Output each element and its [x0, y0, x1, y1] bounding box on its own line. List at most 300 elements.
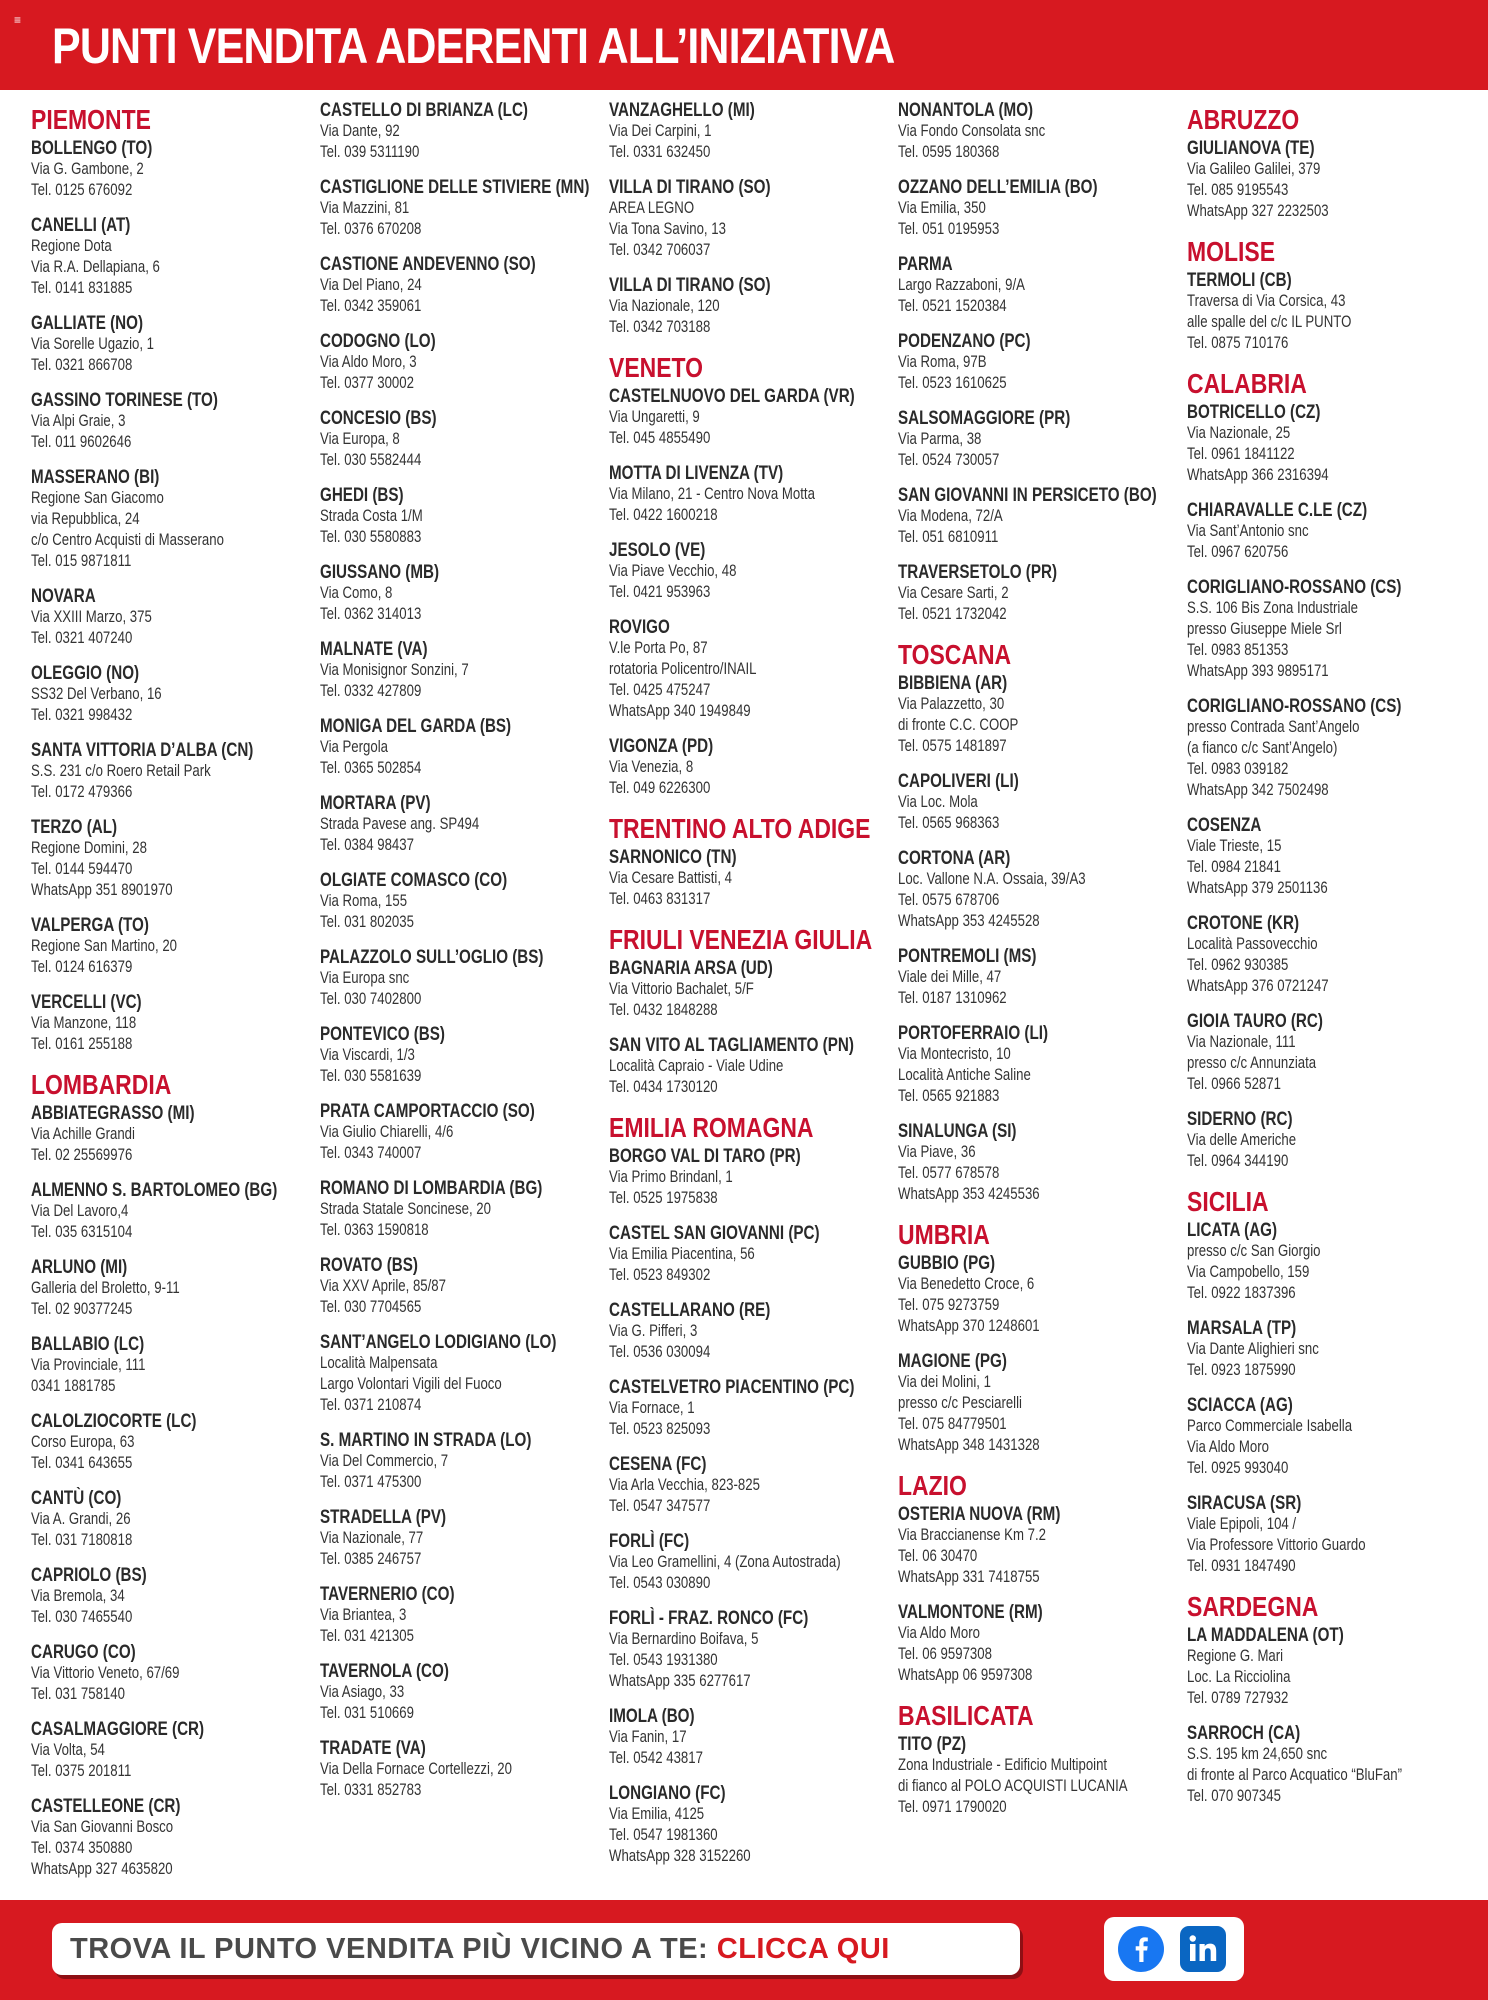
store-entry: [320, 254, 605, 317]
store-detail-line: Tel. 051 0195953: [898, 220, 1000, 238]
store-detail-line: presso Contrada Sant’Angelo: [1187, 718, 1360, 736]
store-name: CODOGNO (LO): [320, 331, 436, 352]
store-detail-line: Località Malpensata: [320, 1354, 438, 1372]
store-detail-line: Tel. 0425 475247: [609, 681, 711, 699]
store-detail-line: Tel. 0341 643655: [31, 1454, 133, 1472]
store-detail-line: Via Viscardi, 1/3: [320, 1046, 415, 1064]
store-column-5: [1187, 100, 1472, 1821]
store-detail-line: Tel. 0187 1310962: [898, 989, 1007, 1007]
store-detail-line: Tel. 075 9273759: [898, 1296, 1000, 1314]
menu-icon: ≡: [14, 13, 22, 27]
region-heading: MOLISE: [1187, 236, 1276, 267]
store-detail-line: Via Galileo Galilei, 379: [1187, 160, 1321, 178]
store-detail-line: Via Emilia, 4125: [609, 1805, 705, 1823]
store-detail-line: Tel. 0371 210874: [320, 1396, 422, 1414]
store-entry: [320, 1101, 605, 1164]
store-name: PORTOFERRAIO (LI): [898, 1023, 1049, 1044]
store-entry: [31, 817, 316, 901]
store-detail-line: Tel. 0964 344190: [1187, 1152, 1289, 1170]
store-detail-line: Tel. 075 84779501: [898, 1415, 1007, 1433]
store-entry: [609, 177, 894, 261]
store-entry: [320, 1507, 605, 1570]
store-entry: [1187, 1493, 1472, 1577]
store-name: PODENZANO (PC): [898, 331, 1031, 352]
store-entry: [320, 1024, 605, 1087]
store-detail-line: Via A. Grandi, 26: [31, 1510, 131, 1528]
store-name: CASTELNUOVO DEL GARDA (VR): [609, 386, 855, 407]
store-detail-line: Tel. 0362 314013: [320, 605, 422, 623]
store-detail-line: WhatsApp 342 7502498: [1187, 781, 1329, 799]
store-detail-line: Via Fondo Consolata snc: [898, 122, 1046, 140]
store-name: S. MARTINO IN STRADA (LO): [320, 1430, 532, 1451]
store-detail-line: presso c/c San Giorgio: [1187, 1242, 1321, 1260]
store-detail-line: Tel. 0377 30002: [320, 374, 414, 392]
footer-banner: [0, 1900, 1488, 2000]
store-detail-line: presso c/c Annunziata: [1187, 1054, 1317, 1072]
store-name: MALNATE (VA): [320, 639, 428, 660]
store-entry: [898, 100, 1183, 163]
store-detail-line: rotatoria Policentro/INAIL: [609, 660, 757, 678]
store-detail-line: presso c/c Pesciarelli: [898, 1394, 1022, 1412]
store-name: BOLLENGO (TO): [31, 138, 153, 159]
store-entry: [898, 1351, 1183, 1456]
store-name: GHEDI (BS): [320, 485, 404, 506]
store-detail-line: di fronte al Parco Acquatico “BluFan”: [1187, 1766, 1402, 1784]
store-detail-line: Tel. 0547 1981360: [609, 1826, 718, 1844]
store-detail-line: Via Modena, 72/A: [898, 507, 1003, 525]
store-entry: [898, 1602, 1183, 1686]
store-detail-line: Via Dante Alighieri snc: [1187, 1340, 1319, 1358]
store-name: PONTREMOLI (MS): [898, 946, 1037, 967]
store-name: CROTONE (KR): [1187, 913, 1300, 934]
store-detail-line: Tel. 0523 1610625: [898, 374, 1007, 392]
store-name: CORTONA (AR): [898, 848, 1011, 869]
store-entry: [31, 1642, 316, 1705]
store-detail-line: Tel. 0385 246757: [320, 1550, 422, 1568]
store-name: SALSOMAGGIORE (PR): [898, 408, 1071, 429]
store-entry: [1187, 402, 1472, 486]
store-detail-line: Via delle Americhe: [1187, 1131, 1297, 1149]
store-name: MONIGA DEL GARDA (BS): [320, 716, 512, 737]
store-name: CAPRIOLO (BS): [31, 1565, 147, 1586]
store-detail-line: Località Passovecchio: [1187, 935, 1318, 953]
store-entry: [320, 1661, 605, 1724]
store-name: ARLUNO (MI): [31, 1257, 128, 1278]
store-name: CASTIONE ANDEVENNO (SO): [320, 254, 536, 275]
store-name: LA MADDALENA (OT): [1187, 1625, 1344, 1646]
store-detail-line: Via Milano, 21 - Centro Nova Motta: [609, 485, 815, 503]
store-entry: [1187, 1109, 1472, 1172]
store-detail-line: Via Manzone, 118: [31, 1014, 137, 1032]
store-detail-line: Via R.A. Dellapiana, 6: [31, 258, 160, 276]
store-detail-line: Via Fanin, 17: [609, 1728, 687, 1746]
store-detail-line: Tel. 0125 676092: [31, 181, 133, 199]
store-entry: [31, 1411, 316, 1474]
store-detail-line: Via Provinciale, 111: [31, 1356, 146, 1374]
store-detail-line: Tel. 0432 1848288: [609, 1001, 718, 1019]
store-detail-line: Via Achille Grandi: [31, 1125, 135, 1143]
store-name: TRAVERSETOLO (PR): [898, 562, 1058, 583]
store-name: SINALUNGA (SI): [898, 1121, 1017, 1142]
store-detail-line: Tel. 0983 039182: [1187, 760, 1289, 778]
store-detail-line: Viale dei Mille, 47: [898, 968, 1002, 986]
store-entry: [609, 1783, 894, 1867]
store-entry: [1187, 1220, 1472, 1304]
store-detail-line: Tel. 011 9602646: [31, 433, 132, 451]
region-heading: BASILICATA: [898, 1700, 1034, 1731]
store-detail-line: Tel. 0789 727932: [1187, 1689, 1289, 1707]
store-detail-line: Tel. 030 7465540: [31, 1608, 133, 1626]
store-entry: [898, 1121, 1183, 1205]
store-entry: [31, 1180, 316, 1243]
store-detail-line: WhatsApp 327 2232503: [1187, 202, 1329, 220]
store-detail-line: Via Monisignor Sonzini, 7: [320, 661, 469, 679]
store-detail-line: Tel. 0331 852783: [320, 1781, 422, 1799]
store-detail-line: Tel. 085 9195543: [1187, 181, 1289, 199]
store-entry: [320, 1332, 605, 1416]
store-detail-line: Tel. 039 5311190: [320, 143, 420, 161]
store-detail-line: Via Emilia Piacentina, 56: [609, 1245, 755, 1263]
store-name: CASTELLARANO (RE): [609, 1300, 771, 1321]
store-detail-line: Via Aldo Moro: [898, 1624, 980, 1642]
store-entry: [609, 386, 894, 449]
store-detail-line: Via Pergola: [320, 738, 389, 756]
store-detail-line: Tel. 0331 632450: [609, 143, 711, 161]
store-name: GIULIANOVA (TE): [1187, 138, 1315, 159]
store-name: CASALMAGGIORE (CR): [31, 1719, 205, 1740]
store-detail-line: Tel. 0577 678578: [898, 1164, 1000, 1182]
store-name: SCIACCA (AG): [1187, 1395, 1293, 1416]
store-name: TITO (PZ): [898, 1734, 967, 1755]
store-detail-line: Via Europa snc: [320, 969, 410, 987]
store-detail-line: Tel. 0463 831317: [609, 890, 711, 908]
store-detail-line: Tel. 0542 43817: [609, 1749, 703, 1767]
store-entry: [609, 847, 894, 910]
store-detail-line: Via Palazzetto, 30: [898, 695, 1005, 713]
store-detail-line: Via Ungaretti, 9: [609, 408, 700, 426]
store-entry: [609, 958, 894, 1021]
store-detail-line: WhatsApp 376 0721247: [1187, 977, 1329, 995]
store-entry: [609, 1706, 894, 1769]
store-detail-line: Tel. 0321 407240: [31, 629, 133, 647]
store-detail-line: WhatsApp 370 1248601: [898, 1317, 1040, 1335]
store-detail-line: Tel. 0141 831885: [31, 279, 133, 297]
store-detail-line: Tel. 070 907345: [1187, 1787, 1281, 1805]
store-name: PRATA CAMPORTACCIO (SO): [320, 1101, 535, 1122]
store-name: GUBBIO (PG): [898, 1253, 996, 1274]
store-name: OSTERIA NUOVA (RM): [898, 1504, 1061, 1525]
store-detail-line: Via Como, 8: [320, 584, 393, 602]
store-detail-line: Largo Volontari Vigili del Fuoco: [320, 1375, 502, 1393]
store-entry: [1187, 696, 1472, 801]
store-detail-line: WhatsApp 335 6277617: [609, 1672, 751, 1690]
store-detail-line: Via Fornace, 1: [609, 1399, 695, 1417]
store-entry: [31, 586, 316, 649]
store-entry: [898, 1504, 1183, 1588]
store-entry: [320, 408, 605, 471]
store-detail-line: Tel. 031 421305: [320, 1627, 414, 1645]
store-name: VALPERGA (TO): [31, 915, 149, 936]
store-name: SANT’ANGELO LODIGIANO (LO): [320, 1332, 557, 1353]
store-detail-line: Strada Pavese ang. SP494: [320, 815, 480, 833]
store-entry: [320, 1584, 605, 1647]
store-detail-line: Tel. 0524 730057: [898, 451, 1000, 469]
store-detail-line: Tel. 031 7180818: [31, 1531, 133, 1549]
store-name: TAVERNOLA (CO): [320, 1661, 449, 1682]
store-detail-line: Tel. 0962 930385: [1187, 956, 1289, 974]
store-detail-line: Viale Epipoli, 104 /: [1187, 1515, 1297, 1533]
store-name: NOVARA: [31, 586, 96, 607]
store-detail-line: Via Roma, 155: [320, 892, 408, 910]
region-heading: TOSCANA: [898, 639, 1012, 670]
store-entry: [1187, 577, 1472, 682]
store-detail-line: Via Cesare Battisti, 4: [609, 869, 733, 887]
store-detail-line: Via San Giovanni Bosco: [31, 1818, 174, 1836]
store-entry: [320, 1255, 605, 1318]
store-detail-line: Tel. 0376 670208: [320, 220, 422, 238]
store-detail-line: Tel. 06 9597308: [898, 1645, 992, 1663]
store-detail-line: Zona Industriale - Edificio Multipoint: [898, 1756, 1108, 1774]
store-detail-line: WhatsApp 393 9895171: [1187, 662, 1329, 680]
store-name: PONTEVICO (BS): [320, 1024, 445, 1045]
store-detail-line: Via Bremola, 34: [31, 1587, 125, 1605]
store-detail-line: Tel. 0371 475300: [320, 1473, 422, 1491]
store-detail-line: Via Campobello, 159: [1187, 1263, 1310, 1281]
store-detail-line: Tel. 02 90377245: [31, 1300, 133, 1318]
store-detail-line: Via Benedetto Croce, 6: [898, 1275, 1035, 1293]
store-detail-line: Tel. 0547 347577: [609, 1497, 711, 1515]
store-name: SARNONICO (TN): [609, 847, 737, 868]
store-detail-line: Tel. 0595 180368: [898, 143, 1000, 161]
store-name: CHIARAVALLE C.LE (CZ): [1187, 500, 1368, 521]
header-banner: [0, 0, 1488, 90]
store-detail-line: Via G. Gambone, 2: [31, 160, 144, 178]
store-entry: [609, 1300, 894, 1363]
store-detail-line: Via Roma, 97B: [898, 353, 987, 371]
store-name: TERZO (AL): [31, 817, 118, 838]
store-detail-line: Via Montecristo, 10: [898, 1045, 1011, 1063]
store-detail-line: Via Arla Vecchia, 823-825: [609, 1476, 760, 1494]
store-detail-line: Via Nazionale, 77: [320, 1529, 424, 1547]
store-entry: [320, 1178, 605, 1241]
store-detail-line: Tel. 0421 953963: [609, 583, 711, 601]
store-entry: [31, 1334, 316, 1397]
store-column-4: [898, 100, 1183, 1832]
store-detail-line: Tel. 015 9871811: [31, 552, 132, 570]
store-detail-line: Tel. 0925 993040: [1187, 1459, 1289, 1477]
store-entry: [320, 562, 605, 625]
store-entry: [609, 275, 894, 338]
store-entry: [898, 177, 1183, 240]
store-detail-line: Via Parma, 38: [898, 430, 982, 448]
store-name: CASTELLO DI BRIANZA (LC): [320, 100, 528, 121]
store-name: OZZANO DELL’EMILIA (BO): [898, 177, 1098, 198]
store-detail-line: Via Loc. Mola: [898, 793, 978, 811]
store-detail-line: Tel. 0523 825093: [609, 1420, 711, 1438]
store-entry: [31, 313, 316, 376]
store-detail-line: Tel. 035 6315104: [31, 1223, 133, 1241]
store-detail-line: Tel. 0536 030094: [609, 1343, 711, 1361]
store-detail-line: Tel. 0521 1520384: [898, 297, 1007, 315]
store-detail-line: Tel. 0575 678706: [898, 891, 1000, 909]
store-detail-line: WhatsApp 353 4245536: [898, 1185, 1040, 1203]
store-detail-line: Via Aldo Moro, 3: [320, 353, 417, 371]
store-name: SAN GIOVANNI IN PERSICETO (BO): [898, 485, 1157, 506]
store-detail-line: Tel. 0922 1837396: [1187, 1284, 1296, 1302]
store-name: CORIGLIANO-ROSSANO (CS): [1187, 577, 1402, 598]
store-entry: [31, 467, 316, 572]
store-entry: [609, 1035, 894, 1098]
store-detail-line: Via Piave, 36: [898, 1143, 976, 1161]
store-name: CORIGLIANO-ROSSANO (CS): [1187, 696, 1402, 717]
store-detail-line: Via Sorelle Ugazio, 1: [31, 335, 155, 353]
store-detail-line: Tel. 031 802035: [320, 913, 414, 931]
store-name: PARMA: [898, 254, 953, 275]
store-detail-line: Via Emilia, 350: [898, 199, 986, 217]
store-detail-line: Galleria del Broletto, 9-11: [31, 1279, 180, 1297]
store-detail-line: WhatsApp 348 1431328: [898, 1436, 1040, 1454]
store-name: MARSALA (TP): [1187, 1318, 1297, 1339]
store-detail-line: WhatsApp 06 9597308: [898, 1666, 1033, 1684]
store-detail-line: Tel. 031 510669: [320, 1704, 414, 1722]
find-store-button[interactable]: [52, 1923, 1020, 1975]
store-name: CANELLI (AT): [31, 215, 131, 236]
store-detail-line: Via Della Fornace Cortellezzi, 20: [320, 1760, 512, 1778]
store-detail-line: Tel. 0543 030890: [609, 1574, 711, 1592]
store-detail-line: Via Venezia, 8: [609, 758, 694, 776]
store-entry: [31, 390, 316, 453]
store-entry: [609, 1454, 894, 1517]
store-detail-line: WhatsApp 331 7418755: [898, 1568, 1040, 1586]
region-heading: FRIULI VENEZIA GIULIA: [609, 924, 873, 955]
store-name: CESENA (FC): [609, 1454, 707, 1475]
store-detail-line: Via dei Molini, 1: [898, 1373, 991, 1391]
store-detail-line: Via Vittorio Veneto, 67/69: [31, 1664, 180, 1682]
store-detail-line: Tel. 0543 1931380: [609, 1651, 718, 1669]
store-entry: [1187, 815, 1472, 899]
store-detail-line: Tel. 0923 1875990: [1187, 1361, 1296, 1379]
store-detail-line: Tel. 0374 350880: [31, 1839, 133, 1857]
store-detail-line: Via Leo Gramellini, 4 (Zona Autostrada): [609, 1553, 841, 1571]
store-detail-line: Viale Trieste, 15: [1187, 837, 1282, 855]
store-detail-line: Via Professore Vittorio Guardo: [1187, 1536, 1366, 1554]
cta-label: [70, 1933, 890, 1966]
store-detail-line: Via Sant’Antonio snc: [1187, 522, 1309, 540]
store-entry: [898, 946, 1183, 1009]
store-detail-line: Regione G. Mari: [1187, 1647, 1284, 1665]
store-detail-line: Tel. 0365 502854: [320, 759, 422, 777]
store-detail-line: Tel. 0565 968363: [898, 814, 1000, 832]
store-detail-line: Via Vittorio Bachalet, 5/F: [609, 980, 754, 998]
store-detail-line: Via Nazionale, 25: [1187, 424, 1291, 442]
store-name: COSENZA: [1187, 815, 1262, 836]
store-entry: [609, 1146, 894, 1209]
store-name: SANTA VITTORIA D’ALBA (CN): [31, 740, 254, 761]
store-entry: [898, 1253, 1183, 1337]
store-detail-line: Tel. 031 758140: [31, 1685, 125, 1703]
store-detail-line: Via Giulio Chiarelli, 4/6: [320, 1123, 454, 1141]
store-detail-line: c/o Centro Acquisti di Masserano: [31, 531, 224, 549]
store-detail-line: presso Giuseppe Miele Srl: [1187, 620, 1342, 638]
store-name: CASTIGLIONE DELLE STIVIERE (MN): [320, 177, 590, 198]
store-detail-line: Via XXIII Marzo, 375: [31, 608, 152, 626]
store-entry: [31, 1488, 316, 1551]
store-name: GALLIATE (NO): [31, 313, 144, 334]
store-name: VILLA DI TIRANO (SO): [609, 177, 771, 198]
page-title: PUNTI VENDITA ADERENTI ALL’INIZIATIVA: [52, 18, 895, 74]
store-detail-line: Tel. 0124 616379: [31, 958, 133, 976]
store-detail-line: Via Cesare Sarti, 2: [898, 584, 1009, 602]
store-detail-line: Tel. 0983 851353: [1187, 641, 1289, 659]
store-detail-line: Parco Commerciale Isabella: [1187, 1417, 1353, 1435]
store-detail-line: S.S. 231 c/o Roero Retail Park: [31, 762, 211, 780]
store-detail-line: AREA LEGNO: [609, 199, 695, 217]
store-name: ROVIGO: [609, 617, 670, 638]
store-detail-line: Tel. 049 6226300: [609, 779, 711, 797]
store-name: OLGIATE COMASCO (CO): [320, 870, 508, 891]
store-name: MORTARA (PV): [320, 793, 431, 814]
cta-text: TROVA IL PUNTO VENDITA PIÙ VICINO A TE:: [70, 1933, 709, 1965]
store-detail-line: Strada Costa 1/M: [320, 507, 423, 525]
linkedin-icon[interactable]: [1180, 1926, 1226, 1972]
store-detail-line: Tel. 0575 1481897: [898, 737, 1007, 755]
store-detail-line: Località Capraio - Viale Udine: [609, 1057, 784, 1075]
store-name: CASTELVETRO PIACENTINO (PC): [609, 1377, 855, 1398]
store-name: TRADATE (VA): [320, 1738, 426, 1759]
store-detail-line: Tel. 030 5582444: [320, 451, 422, 469]
store-name: NONANTOLA (MO): [898, 100, 1034, 121]
store-name: VERCELLI (VC): [31, 992, 142, 1013]
region-heading: SICILIA: [1187, 1186, 1269, 1217]
store-detail-line: Tel. 0434 1730120: [609, 1078, 718, 1096]
store-detail-line: Tel. 0422 1600218: [609, 506, 718, 524]
store-list: [0, 100, 1488, 1900]
store-detail-line: Tel. 051 6810911: [898, 528, 999, 546]
store-name: ALMENNO S. BARTOLOMEO (BG): [31, 1180, 278, 1201]
store-detail-line: Via Tona Savino, 13: [609, 220, 726, 238]
store-name: BOTRICELLO (CZ): [1187, 402, 1321, 423]
store-entry: [31, 663, 316, 726]
store-name: MOTTA DI LIVENZA (TV): [609, 463, 784, 484]
store-detail-line: SS32 Del Verbano, 16: [31, 685, 162, 703]
store-detail-line: Tel. 030 5580883: [320, 528, 422, 546]
cta-link[interactable]: CLICCA QUI: [716, 1933, 890, 1965]
store-name: SIDERNO (RC): [1187, 1109, 1293, 1130]
store-detail-line: via Repubblica, 24: [31, 510, 140, 528]
store-entry: [898, 1734, 1183, 1818]
store-name: ROVATO (BS): [320, 1255, 418, 1276]
store-name: JESOLO (VE): [609, 540, 706, 561]
store-name: VANZAGHELLO (MI): [609, 100, 755, 121]
store-name: CARUGO (CO): [31, 1642, 136, 1663]
store-entry: [320, 947, 605, 1010]
social-links: [1104, 1917, 1244, 1981]
store-name: FORLÌ (FC): [609, 1531, 690, 1552]
store-name: CASTEL SAN GIOVANNI (PC): [609, 1223, 820, 1244]
store-entry: [609, 540, 894, 603]
store-detail-line: Loc. Vallone N.A. Ossaia, 39/A3: [898, 870, 1086, 888]
facebook-icon[interactable]: [1118, 1926, 1164, 1972]
store-entry: [1187, 138, 1472, 222]
store-name: BAGNARIA ARSA (UD): [609, 958, 773, 979]
store-entry: [320, 177, 605, 240]
store-detail-line: Traversa di Via Corsica, 43: [1187, 292, 1346, 310]
store-name: SAN VITO AL TAGLIAMENTO (PN): [609, 1035, 854, 1056]
store-detail-line: Via G. Pifferi, 3: [609, 1322, 698, 1340]
store-detail-line: Tel. 0172 479366: [31, 783, 133, 801]
store-detail-line: WhatsApp 353 4245528: [898, 912, 1040, 930]
store-detail-line: Tel. 0321 866708: [31, 356, 133, 374]
